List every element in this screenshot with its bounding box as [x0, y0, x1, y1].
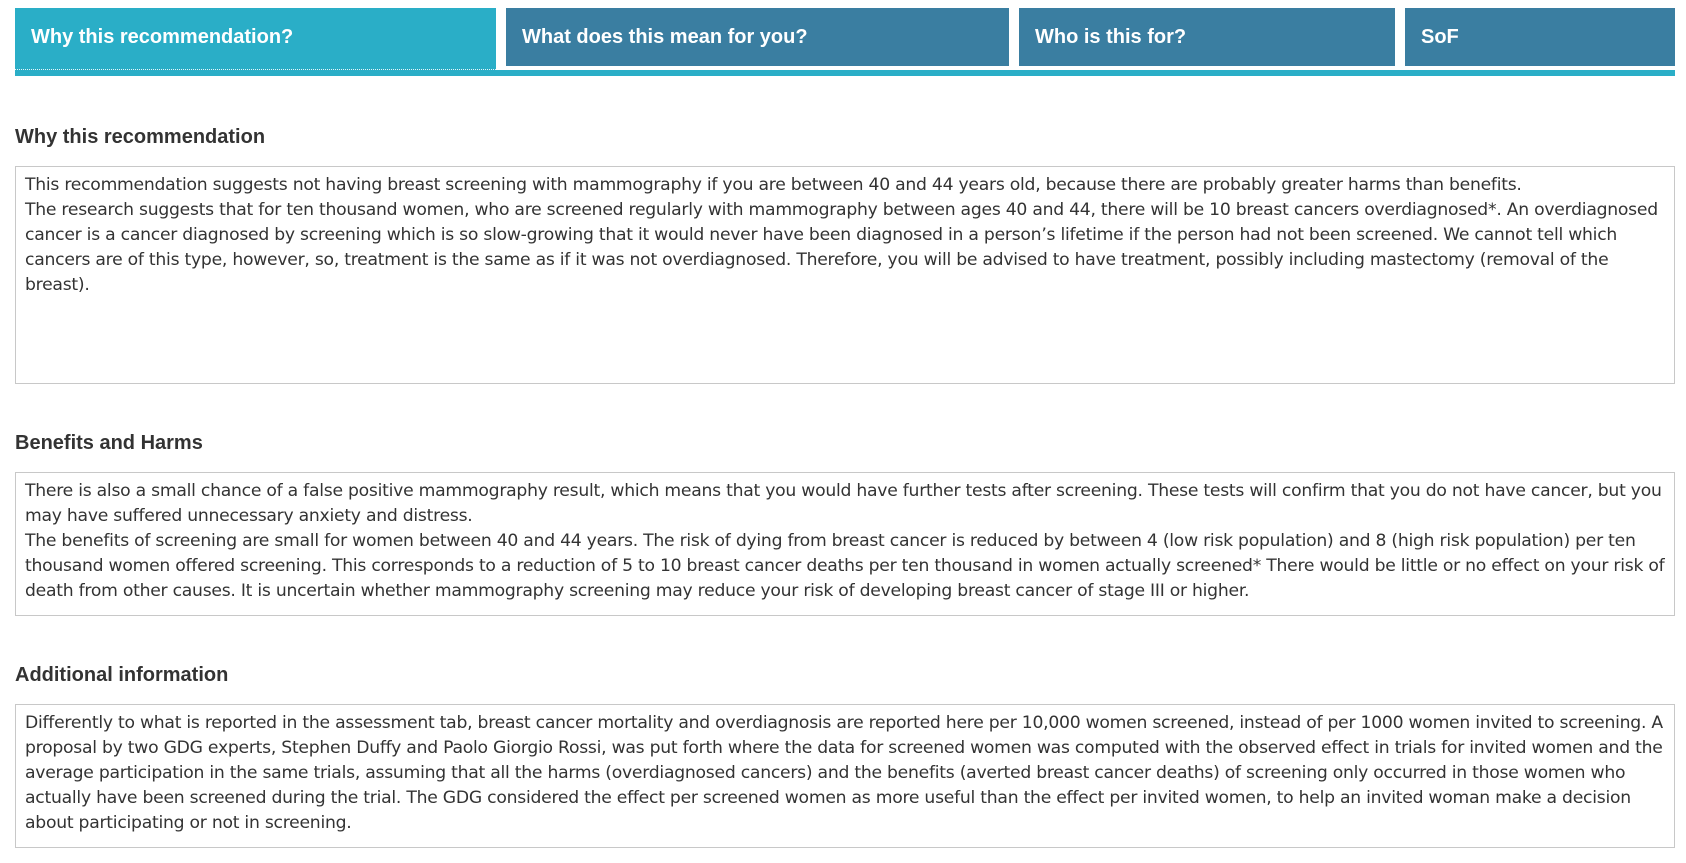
tab-sof[interactable]: SoF	[1405, 8, 1675, 66]
tab-why-this-recommendation[interactable]: Why this recommendation?	[15, 8, 496, 70]
why-paragraph-1: This recommendation suggests not having breast screening with mammography if you are between 40 and 44 years old, because there are probably greater harms than benefits.	[25, 175, 1522, 195]
section-title-benefits: Benefits and Harms	[15, 432, 203, 454]
benefits-paragraph-1: There is also a small chance of a false positive mammography result, which means that you would have further tests after screening. These tests will confirm that you do not have cancer, but you may have suffered unnecessary anxiety and distress.	[25, 481, 1662, 526]
section-title-why: Why this recommendation	[15, 126, 266, 148]
tab-underline	[15, 70, 1675, 76]
tab-who-is-this-for[interactable]: Who is this for?	[1019, 8, 1395, 66]
benefits-harms-textbox[interactable]	[15, 472, 1675, 616]
section-title-additional: Additional information	[15, 664, 229, 686]
why-recommendation-textbox[interactable]	[15, 166, 1675, 384]
additional-information-textbox[interactable]	[15, 704, 1675, 848]
why-paragraph-2: The research suggests that for ten thousand women, who are screened regularly with mammography between ages 40 and 44, there will be 10 breast cancers overdiagnosed*. An overdiagnosed cancer is a cancer diagnosed by screening which is so slow-growing that it would never have been diagnosed in a person’s lifetime if the person had not been screened. We cannot tell which cancers are of this type, however, so, treatment is the same as if it was not overdiagnosed. Therefore, you will be advised to have treatment, possibly including mastectomy (removal of the breast).	[25, 200, 1658, 295]
tab-what-does-this-mean[interactable]: What does this mean for you?	[506, 8, 1009, 66]
tab-bar	[15, 8, 1675, 78]
additional-paragraph-1: Differently to what is reported in the assessment tab, breast cancer mortality and overdiagnosis are reported here per 10,000 women screened, instead of per 1000 women invited to screening. A proposal by two GDG experts, Stephen Duffy and Paolo Giorgio Rossi, was put forth where the data for screened women was computed with the observed effect in trials for invited women and the average participation in the same trials, assuming that all the harms (overdiagnosed cancers) and the benefits (averted breast cancer deaths) of screening only occurred in those women who actually have been screened during the trial. The GDG considered the effect per screened women as more useful than the effect per invited women, to help an invited woman make a decision about participating or not in screening.	[25, 713, 1663, 833]
benefits-paragraph-2: The benefits of screening are small for women between 40 and 44 years. The risk of dying from breast cancer is reduced by between 4 (low risk population) and 8 (high risk population) per ten thousand women offered screening. This corresponds to a reduction of 5 to 10 breast cancer deaths per ten thousand in women actually screened* There would be little or no effect on your risk of death from other causes. It is uncertain whether mammography screening may reduce your risk of developing breast cancer of stage III or higher.	[25, 531, 1665, 601]
